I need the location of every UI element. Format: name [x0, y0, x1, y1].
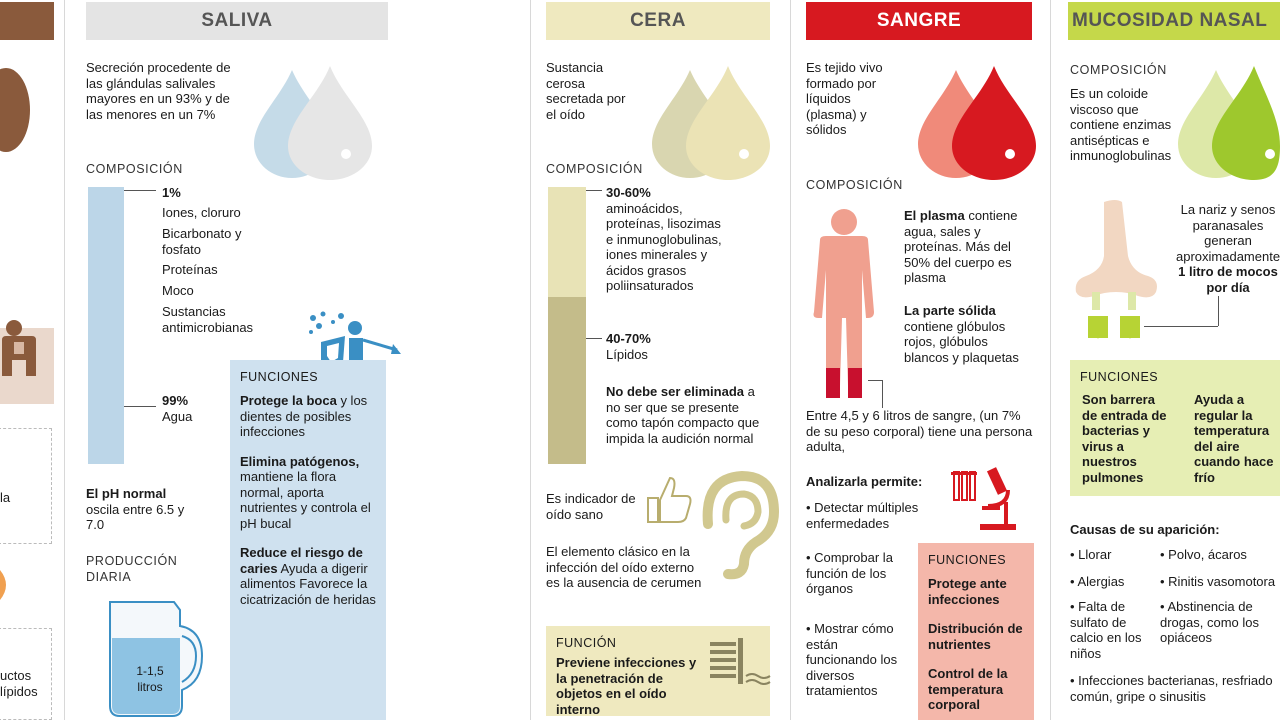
saliva-ph-bold: El pH normal [86, 486, 167, 501]
saliva-function-3 [240, 545, 376, 607]
cera-bar-top [548, 187, 586, 297]
sangre-composition-label: COMPOSICIÓN [806, 178, 903, 192]
sangre-title: SANGRE [806, 2, 1032, 40]
sangre-functions-box [918, 543, 1034, 720]
mucosidad-cause-4: • Rinitis vasomotora [1160, 574, 1280, 590]
mucosidad-composition-label: COMPOSICIÓN [1070, 63, 1167, 77]
left-stub-text-2: uctos [0, 668, 32, 683]
thumbs-up-icon [646, 474, 692, 524]
sangre-function-3: Control de la temperatura corporal [928, 666, 1008, 712]
mucosidad-nose-text-bold: 1 litro de mocos por día [1178, 264, 1278, 295]
mucosidad-functions-box [1070, 360, 1280, 496]
sangre-analysis-item-1: • Detectar múltiples enfermedades [806, 500, 944, 531]
cera-comp-2-pct: 40-70% [606, 331, 651, 346]
saliva-composition-label: COMPOSICIÓN [86, 162, 183, 176]
cera-warning [606, 384, 766, 446]
saliva-comp-item-2: Bicarbonato y fosfato [162, 226, 242, 257]
nose-icon [1072, 196, 1162, 346]
cera-bar-line-1 [586, 190, 602, 191]
left-stub-header [0, 2, 54, 40]
cera-composition-label: COMPOSICIÓN [546, 162, 643, 176]
mucosidad-intro: Es un coloide viscoso que contiene enzimas antisépticas e inmunoglobulinas [1070, 86, 1172, 163]
mucosidad-functions-label: FUNCIONES [1080, 370, 1159, 384]
barrier-icon [708, 636, 768, 690]
cera-intro: Sustancia cerosa secretada por el oído [546, 60, 626, 122]
saliva-comp-water: Agua [162, 409, 193, 424]
left-stub-orange-icon [0, 570, 12, 600]
saliva-function-2 [240, 454, 376, 532]
cera-comp-1-text: aminoácidos, proteínas, lisozimas e inmunoglobulinas, iones minerales y ácidos grasos poliinsaturados [606, 200, 722, 293]
mucosidad-cause-6: • Abstinencia de drogas, como los opiáceos [1160, 599, 1260, 646]
sangre-solid-text: contiene glóbulos rojos, glóbulos blancos y plaquetas [904, 318, 1019, 365]
mucosidad-cause-2: • Polvo, ácaros [1160, 547, 1247, 563]
saliva-comp-item-4: Moco [162, 283, 194, 298]
sangre-leader-line-v [882, 380, 883, 408]
cera-comp-2 [606, 331, 726, 362]
saliva-comp-item-5: Sustancias antimicrobianas [162, 304, 254, 335]
cera-comp-2-text: Lípidos [606, 346, 648, 362]
mucosidad-nose-text-regular: La nariz y senos paranasales generan aproximadamente [1176, 202, 1280, 264]
sangre-leader-line-h [868, 380, 882, 381]
saliva-drop-icon [250, 62, 370, 182]
saliva-function-2-text: mantiene la flora normal, aporta nutrientes y controla el pH bucal [240, 469, 371, 531]
sangre-volume: Entre 4,5 y 6 litros de sangre, (un 7% de su peso corporal) tiene una persona adulta, [806, 408, 1033, 454]
mucosidad-leader-line-v [1218, 296, 1219, 326]
sangre-analysis-label: Analizarla permite: [806, 474, 923, 489]
saliva-intro: Secreción procedente de las glándulas salivales mayores en un 93% y de las menores en un 7% [86, 60, 231, 122]
microscope-icon [978, 466, 1018, 532]
mucosidad-cause-5: • Falta de sulfato de calcio en los niños [1070, 599, 1154, 661]
cera-bar-line-2 [586, 338, 602, 339]
mucosidad-nose-text [1176, 202, 1280, 295]
saliva-function-1 [240, 393, 376, 440]
mucosidad-leader-line-h [1144, 326, 1218, 327]
column-separator [1050, 0, 1051, 720]
saliva-production-value: 1-1,5 litros [136, 664, 164, 694]
ear-icon [698, 472, 778, 576]
test-tubes-icon [950, 468, 978, 502]
mucosidad-function-2: Ayuda a regular la temperatura del aire cuando hace frío [1194, 392, 1274, 485]
cera-function-label: FUNCIÓN [556, 636, 617, 650]
cera-warning-text: a no ser que se presente como tapón compacto que impida la audición normal [606, 384, 760, 446]
cera-bar-bottom [548, 297, 586, 464]
saliva-function-1-bold: Protege la boca [240, 393, 337, 408]
mucosidad-title: MUCOSIDAD NASAL [1068, 2, 1280, 40]
cera-title: CERA [546, 2, 770, 40]
saliva-function-2-bold: Elimina patógenos, [240, 453, 360, 469]
sangre-functions-label: FUNCIONES [928, 553, 1007, 567]
saliva-comp-item-1: Iones, cloruro [162, 205, 241, 220]
sangre-function-1: Protege ante infecciones [928, 576, 1007, 607]
cera-drop-icon [648, 62, 768, 182]
mucosidad-cause-1: • Llorar [1070, 547, 1111, 563]
saliva-function-1-text: y los dientes de posibles infecciones [240, 393, 368, 439]
column-separator [64, 0, 65, 720]
saliva-comp-item-3: Proteínas [162, 262, 218, 277]
sangre-solid-bold: La parte sólida [904, 303, 996, 318]
sangre-function-2: Distribución de nutrientes [928, 621, 1023, 652]
mucosidad-cause-3: • Alergias [1070, 574, 1124, 590]
saliva-function-3-text: Ayuda a digerir alimentos Favorece la cicatrización de heridas [240, 560, 376, 607]
sangre-analysis-item-2: • Comprobar la función de los órganos [806, 550, 906, 597]
saliva-bar-line-top [124, 190, 156, 191]
mucosidad-cause-7: • Infecciones bacterianas, resfriado común, gripe o sinusitis [1070, 673, 1280, 704]
left-stub-text-3: lípidos [0, 684, 38, 699]
mucosidad-drop-icon [1174, 62, 1280, 182]
cera-classic: El elemento clásico en la infección del oído externo es la ausencia de cerumen [546, 544, 702, 590]
cera-comp-1 [606, 185, 730, 294]
saliva-function-3-bold: Reduce el riesgo de caries [240, 545, 363, 576]
cera-indicator: Es indicador de oído sano [546, 491, 636, 522]
sangre-plasma-bold: El plasma [904, 208, 965, 223]
column-separator [790, 0, 791, 720]
cera-function-text: Previene infecciones y la penetración de objetos en el oído interno [556, 655, 697, 717]
human-body-icon [808, 208, 880, 400]
sangre-analysis-item-3: • Mostrar cómo están funcionando los diversos tratamientos [806, 621, 906, 699]
sangre-solid [904, 303, 1030, 365]
cera-comp-1-pct: 30-60% [606, 185, 651, 200]
left-stub-dashed-box-1 [0, 428, 52, 544]
sangre-intro: Es tejido vivo formado por líquidos (plasma) y sólidos [806, 60, 883, 137]
sangre-plasma-text: contiene agua, sales y proteínas. Más del 50% del cuerpo es plasma [904, 208, 1018, 285]
organs-icon [2, 320, 42, 386]
saliva-comp-pct-top: 1% [162, 185, 181, 200]
mucosidad-function-1: Son barrera de entrada de bacterias y virus a nuestros pulmones [1082, 392, 1167, 485]
saliva-production-label: PRODUCCIÓN DIARIA [86, 554, 178, 584]
water-jug-icon [102, 596, 212, 720]
saliva-bar-line-bottom [124, 406, 156, 407]
saliva-ph-text: oscila entre 6.5 y 7.0 [86, 501, 185, 532]
cera-warning-bold: No debe ser eliminada [606, 384, 744, 399]
saliva-ph [86, 486, 196, 533]
left-stub-text-1: la [0, 490, 11, 505]
sangre-drop-icon [914, 62, 1034, 182]
left-stub-drop-icon [0, 60, 40, 160]
saliva-functions-label: FUNCIONES [240, 370, 319, 384]
saliva-functions-box [230, 360, 386, 720]
saliva-composition-bar [88, 187, 124, 464]
sangre-plasma [904, 208, 1028, 286]
saliva-comp-pct-bottom: 99% [162, 393, 189, 408]
saliva-title: SALIVA [86, 2, 388, 40]
mucosidad-causes-label: Causas de su aparición: [1070, 522, 1220, 537]
column-separator [530, 0, 531, 720]
